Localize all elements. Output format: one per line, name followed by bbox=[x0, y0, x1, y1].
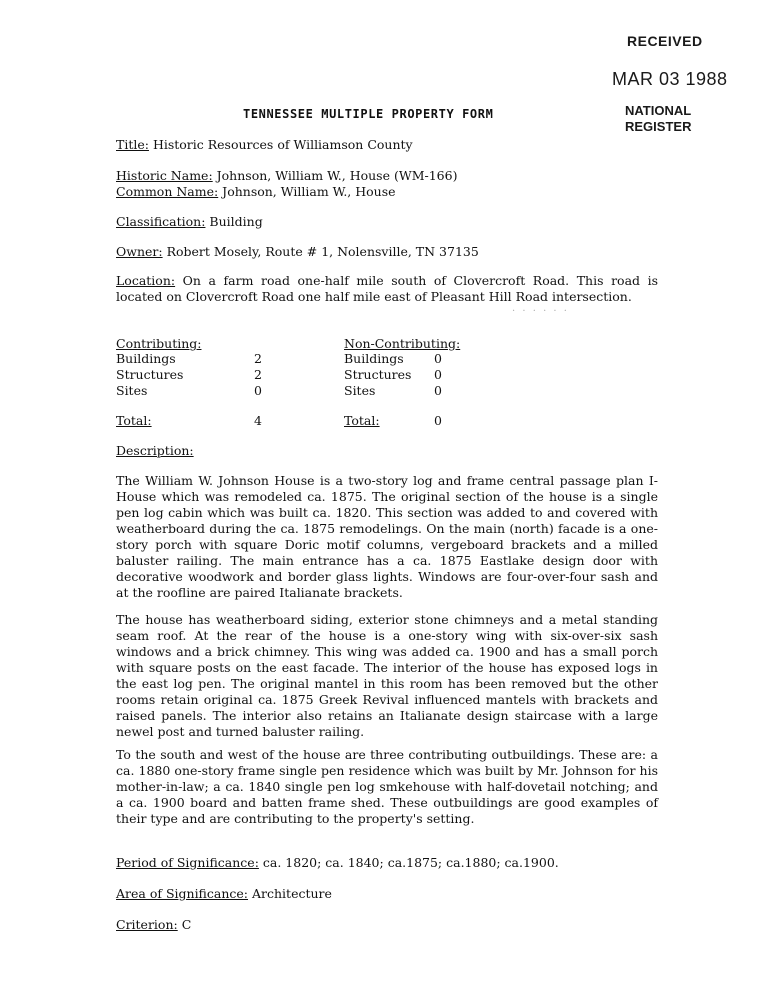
location-paragraph bbox=[116, 273, 658, 305]
owner-label: Owner: bbox=[116, 244, 163, 259]
contrib-total-label: Total: bbox=[116, 413, 152, 428]
contrib-sites-label: Sites bbox=[116, 383, 148, 398]
national-label: NATIONAL bbox=[625, 103, 692, 118]
criterion-label: Criterion: bbox=[116, 917, 178, 932]
received-stamp: RECEIVED bbox=[627, 33, 703, 49]
contrib-buildings-label: Buildings bbox=[116, 351, 176, 366]
contrib-structures-label: Structures bbox=[116, 367, 184, 382]
location-value: On a farm road one-half mile south of Clovercroft Road. This road is located on Clovercroft Road one half mile east of Pleasant Hill Road intersection. bbox=[116, 273, 658, 304]
criterion-line bbox=[116, 917, 191, 932]
period-label: Period of Significance: bbox=[116, 855, 259, 870]
title-label: Title: bbox=[116, 137, 149, 152]
description-paragraph-1: The William W. Johnson House is a two-story log and frame central passage plan I-House which was remodeled ca. 1875. The original section of the house is a single pen log cabin which was built ca. 1820. This section was added to and covered with weatherboard during the ca. 1875 remodelings. On the main (north) facade is a one-story porch with square Doric motif columns, vergeboard brackets and a milled baluster railing. The main entrance has a ca. 1875 Eastlake design door with decorative woodwork and border glass lights. Windows are four-over-four sash and at the roofline are paired Italianate brackets. bbox=[116, 473, 658, 600]
noncontrib-total-label: Total: bbox=[344, 413, 380, 428]
classification-label: Classification: bbox=[116, 214, 206, 229]
period-value: ca. 1820; ca. 1840; ca.1875; ca.1880; ca.1900. bbox=[258, 855, 559, 870]
area-line bbox=[116, 886, 332, 901]
classification-value: Building bbox=[205, 214, 263, 229]
period-line bbox=[116, 855, 559, 870]
classification-line bbox=[116, 214, 263, 229]
historic-name-value: Johnson, William W., House (WM-166) bbox=[212, 168, 458, 183]
area-label: Area of Significance: bbox=[116, 886, 249, 901]
faint-handwritten-mark: · · · · · · bbox=[512, 306, 569, 317]
description-label: Description: bbox=[116, 443, 194, 458]
noncontrib-sites-value: 0 bbox=[434, 383, 442, 398]
non-contributing-header: Non-Contributing: bbox=[344, 336, 461, 351]
noncontrib-structures-value: 0 bbox=[434, 367, 442, 382]
title-value: Historic Resources of Williamson County bbox=[148, 137, 413, 152]
contrib-structures-value: 2 bbox=[254, 367, 262, 382]
owner-value: Robert Mosely, Route # 1, Nolensville, TN 37135 bbox=[162, 244, 479, 259]
common-name-label: Common Name: bbox=[116, 184, 219, 199]
form-title: TENNESSEE MULTIPLE PROPERTY FORM bbox=[243, 107, 494, 121]
title-line bbox=[116, 137, 413, 152]
description-paragraph-3: To the south and west of the house are three contributing outbuildings. These are: a ca. 1880 one-story frame single pen residence which was built by Mr. Johnson for his mother-in-law; a ca. 1840 single pen log smkehouse with half-dovetail notching; and a ca. 1900 board and batten frame shed. These outbuildings are good examples of their type and are contributing to the property's setting. bbox=[116, 747, 658, 826]
contrib-total-value: 4 bbox=[254, 413, 262, 428]
received-date-stamp: MAR 03 1988 bbox=[612, 69, 728, 89]
common-name-value: Johnson, William W., House bbox=[218, 184, 396, 199]
noncontrib-sites-label: Sites bbox=[344, 383, 376, 398]
historic-name-line bbox=[116, 168, 457, 183]
description-paragraph-2: The house has weatherboard siding, exterior stone chimneys and a metal standing seam roof. At the rear of the house is a one-story wing with six-over-six sash windows and a brick chimney. This wing was added ca. 1900 and has a small porch with square posts on the east facade. The interior of the house has exposed logs in the east log pen. The original mantel in this room has been removed but the other rooms retain original ca. 1875 Greek Revival influenced mantels with brackets and raised panels. The interior also retains an Italianate design staircase with a large newel post and turned baluster railing. bbox=[116, 612, 658, 739]
contributing-header: Contributing: bbox=[116, 336, 202, 351]
historic-name-label: Historic Name: bbox=[116, 168, 213, 183]
owner-line bbox=[116, 244, 479, 259]
noncontrib-buildings-label: Buildings bbox=[344, 351, 404, 366]
register-label: REGISTER bbox=[625, 119, 692, 134]
contrib-sites-value: 0 bbox=[254, 383, 262, 398]
criterion-value: C bbox=[177, 917, 192, 932]
common-name-line bbox=[116, 184, 396, 199]
contrib-buildings-value: 2 bbox=[254, 351, 262, 366]
noncontrib-structures-label: Structures bbox=[344, 367, 412, 382]
location-label: Location: bbox=[116, 273, 176, 288]
noncontrib-total-value: 0 bbox=[434, 413, 442, 428]
noncontrib-buildings-value: 0 bbox=[434, 351, 442, 366]
national-register-stamp bbox=[625, 103, 691, 135]
area-value: Architecture bbox=[248, 886, 332, 901]
